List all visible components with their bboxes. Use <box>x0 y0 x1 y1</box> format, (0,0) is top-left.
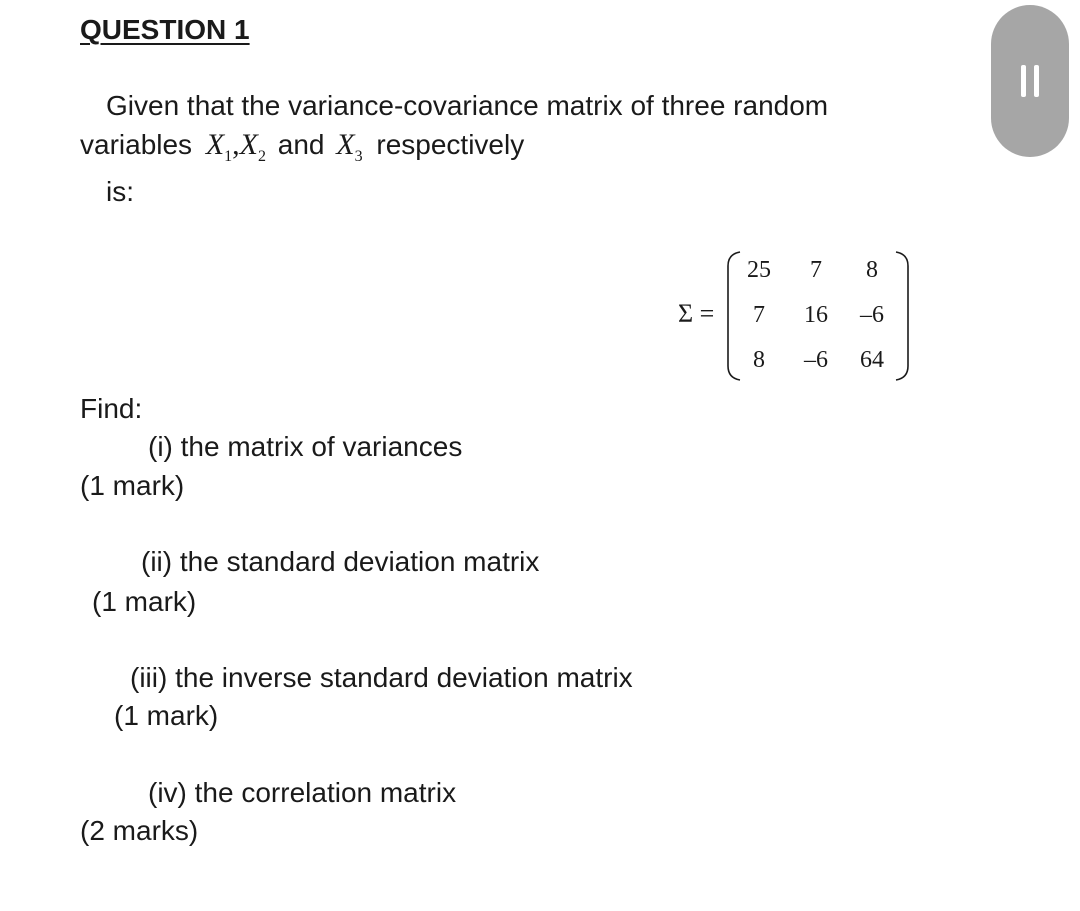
matrix-cell: 25 <box>747 257 771 283</box>
sigma-symbol: Σ = <box>678 299 715 328</box>
matrix-cell: –6 <box>804 347 828 373</box>
variable-x1: $X_1$ <box>205 128 233 165</box>
variable-comma: , <box>232 128 240 161</box>
part-ii-text: (ii) the standard deviation matrix <box>141 546 540 577</box>
part-i-text: (i) the matrix of variances <box>148 431 463 462</box>
variable-x2: $X_2$ <box>239 128 266 165</box>
intro-line-1: Given that the variance-covariance matrix of three random <box>106 90 829 121</box>
scroll-handle[interactable] <box>991 5 1069 157</box>
find-label: Find: <box>80 393 143 424</box>
part-ii-marks: (1 mark) <box>92 586 197 617</box>
part-iii-marks: (1 mark) <box>114 700 219 731</box>
variable-x3: $X_3$ <box>336 128 363 165</box>
matrix-cell: 8 <box>866 257 878 283</box>
right-bracket <box>896 252 908 380</box>
matrix-cell: 7 <box>753 302 765 328</box>
matrix-cell: –6 <box>860 302 884 328</box>
intro-line-3: is: <box>106 176 134 207</box>
part-iv-text: (iv) the correlation matrix <box>148 777 457 808</box>
intro-line-2-prefix: variables <box>80 129 193 160</box>
matrix-cell: 8 <box>753 347 765 373</box>
intro-line-2 <box>80 128 524 166</box>
part-i-marks: (1 mark) <box>80 470 185 501</box>
matrix-cell: 64 <box>860 347 884 373</box>
and-word: and <box>277 129 325 160</box>
part-iii-text: (iii) the inverse standard deviation matrix <box>130 662 633 693</box>
intro-line-2-suffix: respectively <box>376 129 525 160</box>
matrix-cell: 7 <box>810 257 822 283</box>
part-iv-marks: (2 marks) <box>80 815 199 846</box>
question-heading: QUESTION 1 <box>80 14 250 45</box>
covariance-matrix <box>678 248 918 384</box>
matrix-cell: 16 <box>804 302 828 328</box>
